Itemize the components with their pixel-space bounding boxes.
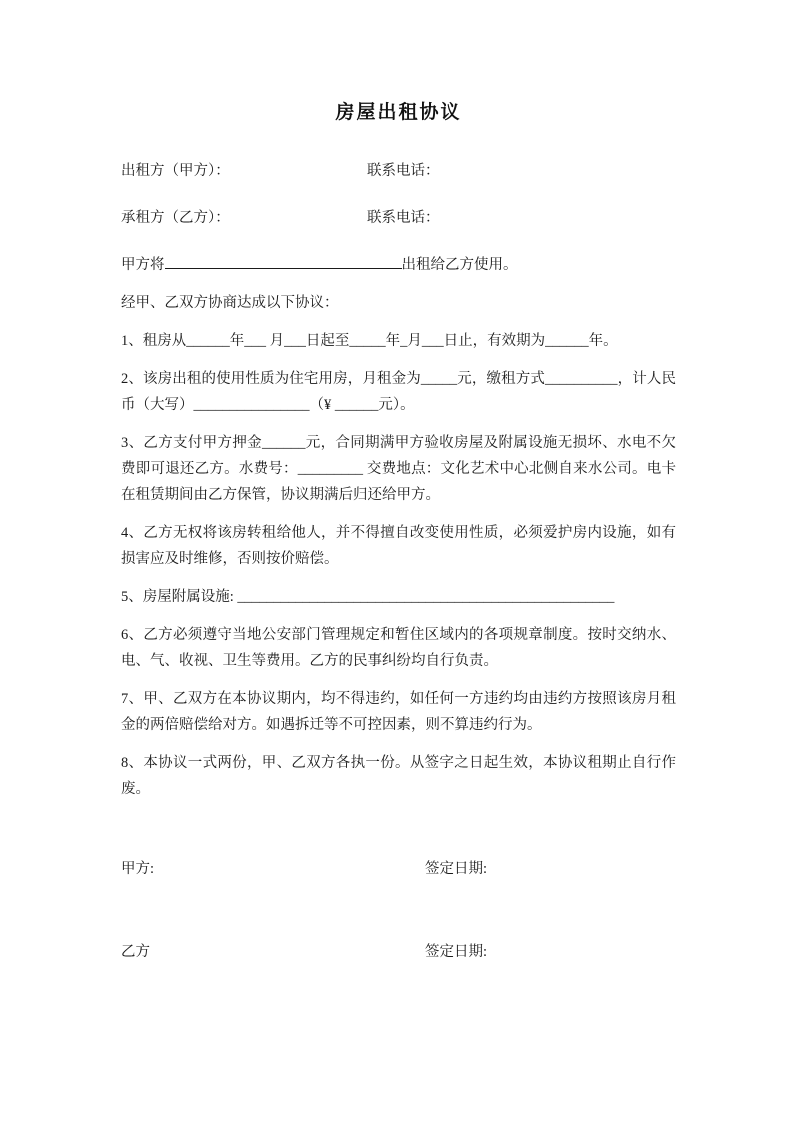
- party-b-date-label: 签定日期:: [425, 944, 488, 960]
- intro-prefix: 甲方将: [121, 257, 165, 273]
- lessee-phone-label: 联系电话：: [367, 210, 440, 226]
- party-row-lessor: [121, 158, 676, 184]
- lessor-label: 出租方（甲方）：: [121, 163, 230, 179]
- lessee-label: 承租方（乙方）：: [121, 210, 230, 226]
- party-a-date-label: 签定日期:: [425, 861, 488, 877]
- clause-5: 5、房屋附属设施: ____________________________________________________: [121, 589, 615, 605]
- intro-line: [121, 252, 676, 278]
- page-title: 房屋出租协议: [335, 102, 462, 123]
- lessor-phone-label: 联系电话：: [367, 163, 440, 179]
- clause-7: 7、甲、乙双方在本协议期内，均不得违约，如任何一方违约均由违约方按照该房月租金的两倍赔偿给对方。如遇拆迁等不可控因素，则不算违约行为。: [121, 691, 676, 733]
- clause-6: 6、乙方必须遵守当地公安部门管理规定和暂住区域内的各项规章制度。按时交纳水、电、气、收视、卫生等费用。乙方的民事纠纷均自行负责。: [121, 627, 676, 669]
- party-a-signature-label: 甲方:: [121, 861, 155, 877]
- clause-1: 1、租房从______年___ 月___日起至_____年_月___日止，有效期为______年。: [121, 333, 618, 349]
- clause-2: 2、该房出租的使用性质为住宅用房，月租金为_____元，缴租方式__________，计人民币（大写）________________（¥ ______元）。: [121, 371, 676, 413]
- clause-8: 8、本协议一式两份，甲、乙双方各执一份。从签字之日起生效，本协议租期止自行作废。: [121, 755, 676, 797]
- lead-line: 经甲、乙双方协商达成以下协议：: [121, 295, 339, 311]
- party-row-lessee: [121, 205, 676, 231]
- signature-row-party-b: [121, 939, 676, 965]
- party-b-signature-label: 乙方: [121, 944, 150, 960]
- clause-4: 4、乙方无权将该房转租给他人，并不得擅自改变使用性质，必须爱护房内设施，如有损害应及时维修，否则按价赔偿。: [121, 525, 676, 567]
- property-blank-underline: [165, 253, 402, 269]
- intro-suffix: 出租给乙方使用。: [401, 257, 518, 273]
- signature-row-party-a: [121, 856, 676, 882]
- clause-3: 3、乙方支付甲方押金______元，合同期满甲方验收房屋及附属设施无损坏、水电不欠费即可退还乙方。水费号：_________ 交费地点：文化艺术中心北侧自来水公司。电卡在租赁期间由乙方保管，协议期满后归还给甲方。: [121, 435, 676, 503]
